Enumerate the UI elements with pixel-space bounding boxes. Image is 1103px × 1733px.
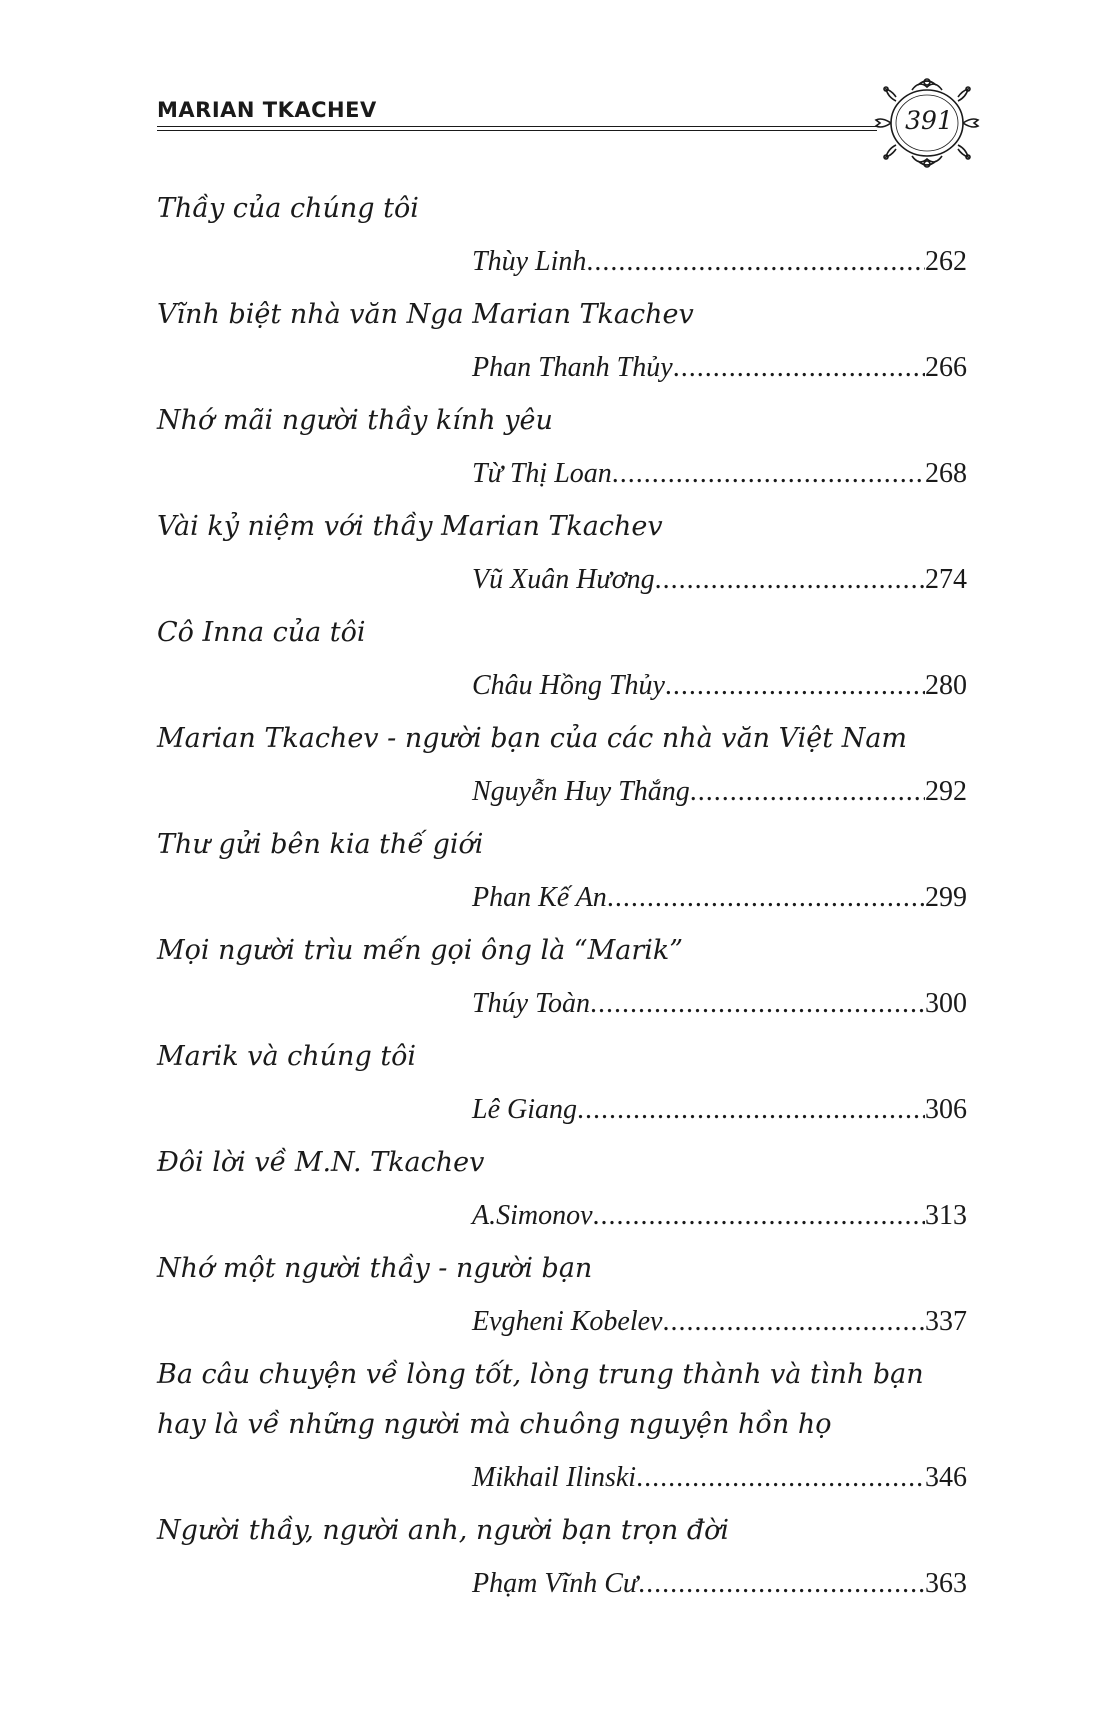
entry-author-line [472,1082,967,1138]
toc-entry [157,1032,967,1138]
entry-author-line [472,1556,967,1612]
entry-author: A.Simonov [472,1200,593,1231]
entry-page: 363 [925,1568,967,1599]
entry-page: 313 [925,1200,967,1231]
entry-title: Nhớ mãi người thầy kính yêu [157,405,553,436]
entry-page: 292 [925,776,967,807]
entry-author-line [472,870,967,926]
entry-author-line [472,976,967,1032]
entry-title: Ba câu chuyện về lòng tốt, lòng trung thành và tình bạn hay là về những người mà chuông nguyện hồn họ [157,1359,924,1440]
page-header [157,88,977,148]
toc-entry [157,1350,967,1506]
dot-leader [662,1294,925,1350]
entry-title: Marik và chúng tôi [157,1041,417,1072]
dot-leader [607,870,925,926]
dot-leader [612,446,925,502]
table-of-contents [157,184,967,1612]
entry-page: 274 [925,564,967,595]
toc-entry [157,184,967,290]
entry-title: Marian Tkachev - người bạn của các nhà văn Việt Nam [157,723,908,754]
entry-author: Lê Giang [472,1094,577,1125]
page-number: 391 [905,106,953,135]
toc-entry [157,608,967,714]
entry-author-line [472,764,967,820]
dot-leader [590,976,925,1032]
toc-entry [157,1244,967,1350]
entry-page: 306 [925,1094,967,1125]
entry-title: Cô Inna của tôi [157,617,366,648]
entry-title: Vài kỷ niệm với thầy Marian Tkachev [157,511,663,542]
entry-author-line [472,1450,967,1506]
entry-author: Evgheni Kobelev [472,1306,663,1337]
entry-author: Châu Hồng Thủy [472,670,665,701]
entry-page: 346 [925,1462,967,1493]
entry-page: 299 [925,882,967,913]
entry-title: Vĩnh biệt nhà văn Nga Marian Tkachev [157,299,694,330]
entry-author: Phan Thanh Thủy [472,352,673,383]
toc-entry [157,502,967,608]
toc-entry [157,290,967,396]
dot-leader [636,1450,925,1506]
entry-author-line [472,552,967,608]
entry-author-line [472,1188,967,1244]
running-title: MARIAN TKACHEV [157,98,377,122]
dot-leader [586,234,925,290]
entry-author: Nguyễn Huy Thắng [472,776,690,807]
header-rule-thin [157,130,877,131]
entry-author-line [472,1294,967,1350]
entry-author-line [472,340,967,396]
entry-author: Phạm Vĩnh Cư [472,1568,639,1599]
entry-author-line [472,658,967,714]
entry-author-line [472,446,967,502]
header-rule [157,126,877,127]
entry-page: 262 [925,246,967,277]
entry-page: 268 [925,458,967,489]
entry-title: Nhớ một người thầy - người bạn [157,1253,593,1284]
dot-leader [665,658,925,714]
toc-entry [157,820,967,926]
entry-page: 280 [925,670,967,701]
entry-author: Vũ Xuân Hương [472,564,655,595]
entry-author: Thùy Linh [472,246,587,277]
entry-title: Mọi người trìu mến gọi ông là “Marik” [157,935,684,966]
entry-title: Người thầy, người anh, người bạn trọn đời [157,1515,730,1546]
entry-title: Thầy của chúng tôi [157,193,419,224]
entry-author: Từ Thị Loan [472,458,612,489]
dot-leader [577,1082,925,1138]
dot-leader [638,1556,925,1612]
entry-page: 337 [925,1306,967,1337]
dot-leader [593,1188,925,1244]
dot-leader [673,340,925,396]
dot-leader [690,764,925,820]
entry-page: 266 [925,352,967,383]
toc-entry [157,1138,967,1244]
toc-entry [157,396,967,502]
entry-title: Thư gửi bên kia thế giới [157,829,484,860]
toc-entry [157,926,967,1032]
entry-author: Mikhail Ilinski [472,1462,637,1493]
entry-page: 300 [925,988,967,1019]
dot-leader [655,552,925,608]
toc-entry [157,1506,967,1612]
entry-title: Đôi lời về M.N. Tkachev [157,1147,485,1178]
entry-author: Phan Kế An [472,882,607,913]
entry-author-line [472,234,967,290]
toc-entry [157,714,967,820]
entry-author: Thúy Toàn [472,988,591,1019]
